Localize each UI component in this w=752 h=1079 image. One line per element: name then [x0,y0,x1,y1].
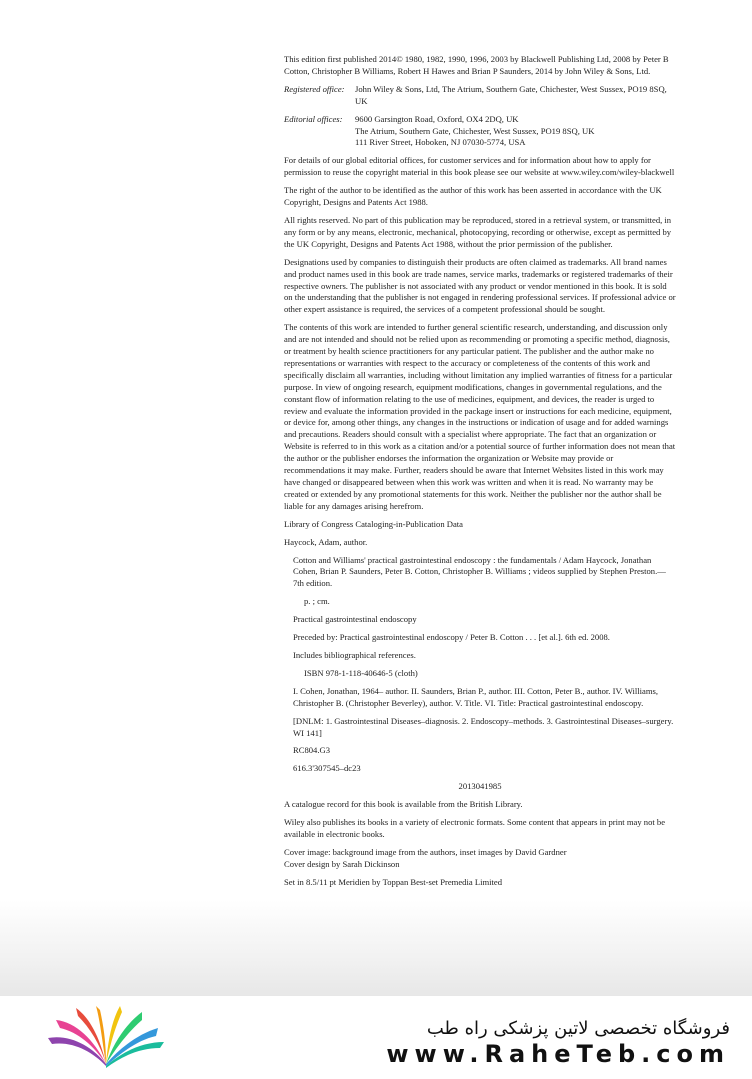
store-watermark-footer [0,996,752,1079]
rights-reserved: All rights reserved. No part of this publication may be reproduced, stored in a retrieval system, or transmitted, in any form or by any means, electronic, mechanical, photocopying, recording or otherwise, except as permitted by the UK Copyright, Designs and Patents Act 1988, without the prior permission of the publisher. [284,214,672,249]
cip-rc: RC804.G3 [293,745,331,756]
cip-dnlm: [DNLM: 1. Gastrointestinal Diseases–diagnosis. 2. Endoscopy–methods. 3. Gastrointestinal Diseases–surgery. WI 141] [293,715,674,738]
cip-isbn: ISBN 978-1-118-40646-5 (cloth) [304,667,418,678]
cip-author: Haycock, Adam, author. [284,536,368,547]
editorial-details: For details of our global editorial offices, for customer services and for information about how to apply for permission to reuse the copyright material in this book please see our website at www.wiley.com/wiley-blackwell [284,155,675,178]
trademark-designations: Designations used by companies to distinguish their products are often claimed as trademarks. All brand names and product names used in this book are trade names, service marks, trademarks or registered trademarks of their respective owners. The publisher is not associated with any product or vendor mentioned in this book. It is sold on the understanding that the publisher is not engaged in rendering professional services. If professional advice or other expert assistance is required, the services of a competent professional should be sought. [284,256,676,315]
store-name: فروشگاه تخصصی لاتین پزشکی راه طب [426,1018,730,1039]
open-book-logo-icon [42,1004,170,1072]
editorial-offices [284,114,676,150]
electronic-formats: Wiley also publishes its books in a variety of electronic formats. Some content that appears in print may not be available in electronic books. [284,817,666,839]
cip-bibliography: Includes bibliographical references. [293,649,416,660]
right-of-author: The right of the author to be identified as the author of this work has been asserted in accordance with the UK Copyright, Designs and Patents Act 1988. [284,185,662,208]
cip-preceded: Preceded by: Practical gastrointestinal endoscopy / Peter B. Cotton . . . [et al.]. 6th ed. 2008. [293,632,610,643]
editorial-offices-label: Editorial offices: [284,113,343,124]
first-published: This edition first published 2014© 1980, 1982, 1990, 1996, 2003 by Blackwell Publishing Ltd, 2008 by Peter B Cotton, Christopher B Williams, Robert H Hawes and Brian P Saunders, 2014 by John Wiley & Sons, Ltd. [284,54,669,76]
editorial-offices-addresses [355,114,676,150]
loc-heading: Library of Congress Cataloging-in-Publication Data [284,518,463,529]
store-url[interactable]: www.RaheTeb.com [386,1040,730,1068]
copyright-text-column [284,54,676,895]
typeset-info: Set in 8.5/11 pt Meridien by Toppan Best-set Premedia Limited [284,876,503,887]
registered-office [284,84,676,108]
cip-lccn: 2013041985 [458,781,502,792]
registered-office-address: John Wiley & Sons, Ltd, The Atrium, Southern Gate, Chichester, West Sussex, PO19 8SQ, UK [355,83,667,106]
cip-dewey: 616.3'307545–dc23 [293,763,361,774]
cover-image-credit: Cover image: background image from the authors, inset images by David Gardner [284,846,567,857]
cover-design-credit: Cover design by Sarah Dickinson [284,858,400,869]
cip-pages: p. ; cm. [304,596,330,607]
british-library-record: A catalogue record for this book is available from the British Library. [284,799,523,810]
editorial-address-oxford: 9600 Garsington Road, Oxford, OX4 2DQ, UK [355,113,519,124]
editorial-address-chichester: The Atrium, Southern Gate, Chichester, West Sussex, PO19 8SQ, UK [355,125,595,136]
cip-title: Cotton and Williams' practical gastrointestinal endoscopy : the fundamentals / Adam Haycock, Jonathan Cohen, Brian P. Saunders, Peter B. Cotton, Christopher B. Williams ; videos supplied by Stephen Preston.—7th edition. [293,554,666,589]
cip-record [284,537,676,794]
registered-office-label: Registered office: [284,83,345,94]
cip-alt-title: Practical gastrointestinal endoscopy [293,614,417,625]
cip-subjects: I. Cohen, Jonathan, 1964– author. II. Saunders, Brian P., author. III. Cotton, Peter B., author. IV. Williams, Christopher B. (Christopher Beverley), author. V. Title. VI. Title: Practical gastrointestinal endoscopy. [293,685,659,708]
disclaimer: The contents of this work are intended to further general scientific research, understanding, and discussion only and are not intended and should not be relied upon as recommending or promoting a specific method, diagnosis, or treatment by health science practitioners for any particular patient. The publisher and the author make no representations or warranties with respect to the accuracy or completeness of the contents of this work and specifically disclaim all warranties, including without limitation any implied warranties of fitness for a particular purpose. In view of ongoing research, equipment modifications, changes in governmental regulations, and the constant flow of information relating to the use of medicines, equipment, and devices, the reader is urged to review and evaluate the information provided in the package insert or instructions for each medicine, equipment, or device for, among other things, any changes in the instructions or indication of usage and for added warnings and precautions. Readers should consult with a specialist where appropriate. The fact that an organization or Website is referred to in this work as a citation and/or a potential source of further information does not mean that the author or the publisher endorses the information the organization or Website may provide or recommendations it may make. Further, readers should be aware that Internet Websites listed in this work may have changed or disappeared between when this work was written and when it is read. No warranty may be created or extended by any promotional statements for this work. Neither the publisher nor the author shall be liable for any damages arising herefrom. [284,322,676,511]
editorial-address-hoboken: 111 River Street, Hoboken, NJ 07030-5774, USA [355,137,526,148]
